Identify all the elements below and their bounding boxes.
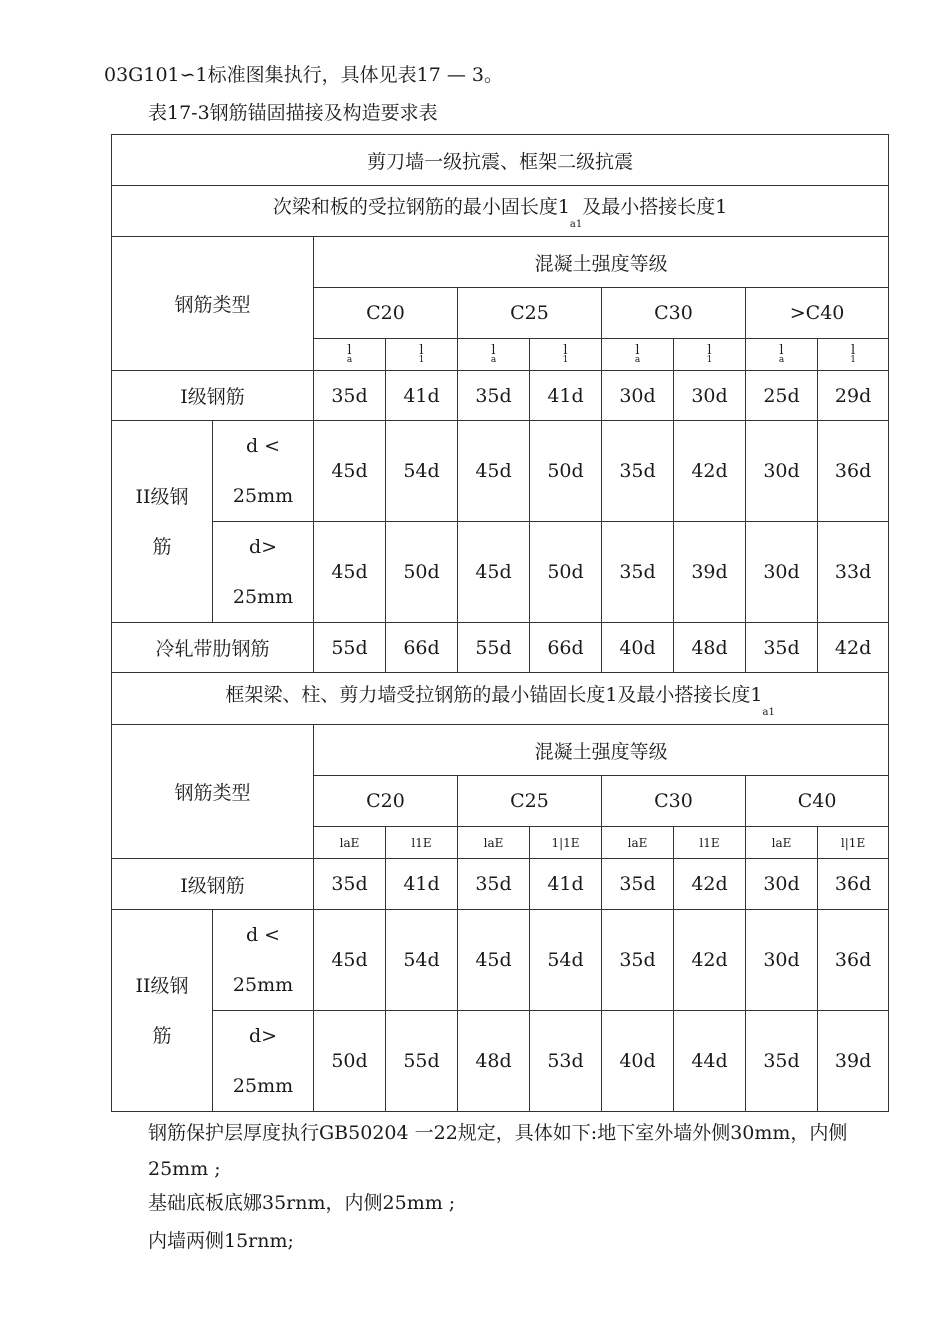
value-cell: 44d xyxy=(674,1011,746,1112)
value-cell: 42d xyxy=(674,910,746,1011)
value-cell: 33d xyxy=(818,522,889,623)
table-row xyxy=(112,910,889,1011)
value-cell: 50d xyxy=(314,1011,386,1112)
symbol-cell: laE xyxy=(602,827,674,859)
table-row xyxy=(112,859,889,910)
symbol-cell: l a xyxy=(746,339,818,371)
value-cell: 35d xyxy=(458,371,530,421)
value-cell: 55d xyxy=(458,623,530,673)
value-cell: 42d xyxy=(674,421,746,522)
section2-grade: C40 xyxy=(746,776,889,827)
value-cell: 35d xyxy=(314,859,386,910)
value-cell: 36d xyxy=(818,910,889,1011)
value-cell: 30d xyxy=(746,421,818,522)
value-cell: 30d xyxy=(746,522,818,623)
sub-row-label: d < 25mm xyxy=(213,421,314,522)
symbol-cell: l 1 xyxy=(674,339,746,371)
value-cell: 41d xyxy=(530,859,602,910)
section2-grade: C25 xyxy=(458,776,602,827)
section2-heading: 框架梁、柱、剪力墙受拉钢筋的最小锚固长度1及最小搭接长度$1_{a1}$ xyxy=(112,673,889,725)
value-cell: 35d xyxy=(602,421,674,522)
symbol-cell: l1E xyxy=(386,827,458,859)
symbol-cell: l|1E xyxy=(818,827,889,859)
value-cell: 30d xyxy=(746,859,818,910)
value-cell: 35d xyxy=(458,859,530,910)
value-cell: 35d xyxy=(602,910,674,1011)
symbol-cell: l 1 xyxy=(386,339,458,371)
symbol-cell: l 1 xyxy=(818,339,889,371)
rebar-anchorage-table xyxy=(111,134,889,1112)
section1-grade: >C40 xyxy=(746,288,889,339)
row-label: II级钢 筋 xyxy=(112,421,213,623)
value-cell: 30d xyxy=(602,371,674,421)
value-cell: 55d xyxy=(314,623,386,673)
value-cell: 45d xyxy=(314,421,386,522)
symbol-cell: l a xyxy=(314,339,386,371)
value-cell: 41d xyxy=(530,371,602,421)
value-cell: 45d xyxy=(458,910,530,1011)
sub-row-label: d < 25mm xyxy=(213,910,314,1011)
symbol-cell: 1|1E xyxy=(530,827,602,859)
symbol-cell: laE xyxy=(746,827,818,859)
section1-grade-header: 混凝土强度等级 xyxy=(314,237,889,288)
value-cell: 48d xyxy=(674,623,746,673)
symbol-cell: l1E xyxy=(674,827,746,859)
sub-row-label: d> 25mm xyxy=(213,522,314,623)
section1-heading: 次梁和板的受拉钢筋的最小固长度$1_{a1}$及最小搭接长度1 xyxy=(112,186,889,237)
value-cell: 50d xyxy=(386,522,458,623)
row-label: I级钢筋 xyxy=(112,371,314,421)
table-title: 剪刀墙一级抗震、框架二级抗震 xyxy=(112,135,889,186)
value-cell: 45d xyxy=(314,910,386,1011)
cover-thickness-note: 钢筋保护层厚度执行GB50204 一22规定，具体如下:地下室外墙外侧30mm，内侧25mm ; xyxy=(148,1122,848,1180)
value-cell: 42d xyxy=(818,623,889,673)
value-cell: 48d xyxy=(458,1011,530,1112)
value-cell: 55d xyxy=(386,1011,458,1112)
sub-row-label: d> 25mm xyxy=(213,1011,314,1112)
section2-type-header: 钢筋类型 xyxy=(112,725,314,859)
value-cell: 50d xyxy=(530,421,602,522)
symbol-cell: laE xyxy=(314,827,386,859)
value-cell: 30d xyxy=(746,910,818,1011)
table-row xyxy=(112,421,889,522)
section2-grade: C20 xyxy=(314,776,458,827)
value-cell: 39d xyxy=(674,522,746,623)
value-cell: 40d xyxy=(602,623,674,673)
value-cell: 53d xyxy=(530,1011,602,1112)
value-cell: 35d xyxy=(746,623,818,673)
value-cell: 25d xyxy=(746,371,818,421)
table-row xyxy=(112,522,889,623)
value-cell: 36d xyxy=(818,421,889,522)
value-cell: 45d xyxy=(458,421,530,522)
value-cell: 66d xyxy=(386,623,458,673)
section1-grade: C25 xyxy=(458,288,602,339)
section2-grade-header: 混凝土强度等级 xyxy=(314,725,889,776)
section1-grade: C20 xyxy=(314,288,458,339)
value-cell: 54d xyxy=(530,910,602,1011)
symbol-cell: l a xyxy=(458,339,530,371)
value-cell: 45d xyxy=(458,522,530,623)
section1-grade: C30 xyxy=(602,288,746,339)
value-cell: 54d xyxy=(386,421,458,522)
value-cell: 45d xyxy=(314,522,386,623)
value-cell: 35d xyxy=(602,522,674,623)
symbol-cell: l 1 xyxy=(530,339,602,371)
value-cell: 35d xyxy=(602,859,674,910)
foundation-note: 基础底板底娜35rnm，内侧25mm ; xyxy=(148,1192,456,1214)
section2-grade: C30 xyxy=(602,776,746,827)
intro-line: 03G101∽1标准图集执行，具体见表17 — 3。 xyxy=(104,64,503,86)
symbol-cell: laE xyxy=(458,827,530,859)
value-cell: 54d xyxy=(386,910,458,1011)
value-cell: 35d xyxy=(746,1011,818,1112)
section1-type-header: 钢筋类型 xyxy=(112,237,314,371)
value-cell: 36d xyxy=(818,859,889,910)
value-cell: 39d xyxy=(818,1011,889,1112)
value-cell: 40d xyxy=(602,1011,674,1112)
value-cell: 50d xyxy=(530,522,602,623)
row-label: I级钢筋 xyxy=(112,859,314,910)
value-cell: 42d xyxy=(674,859,746,910)
table-row xyxy=(112,1011,889,1112)
row-label: 冷轧带肋钢筋 xyxy=(112,623,314,673)
row-label: II级钢 筋 xyxy=(112,910,213,1112)
table-caption: 表17-3钢筋锚固描接及构造要求表 xyxy=(148,102,438,124)
value-cell: 30d xyxy=(674,371,746,421)
value-cell: 41d xyxy=(386,371,458,421)
value-cell: 41d xyxy=(386,859,458,910)
value-cell: 66d xyxy=(530,623,602,673)
table-row xyxy=(112,371,889,421)
value-cell: 29d xyxy=(818,371,889,421)
symbol-cell: l a xyxy=(602,339,674,371)
inner-wall-note: 内墙两侧15rnm; xyxy=(148,1230,294,1252)
value-cell: 35d xyxy=(314,371,386,421)
table-row xyxy=(112,623,889,673)
